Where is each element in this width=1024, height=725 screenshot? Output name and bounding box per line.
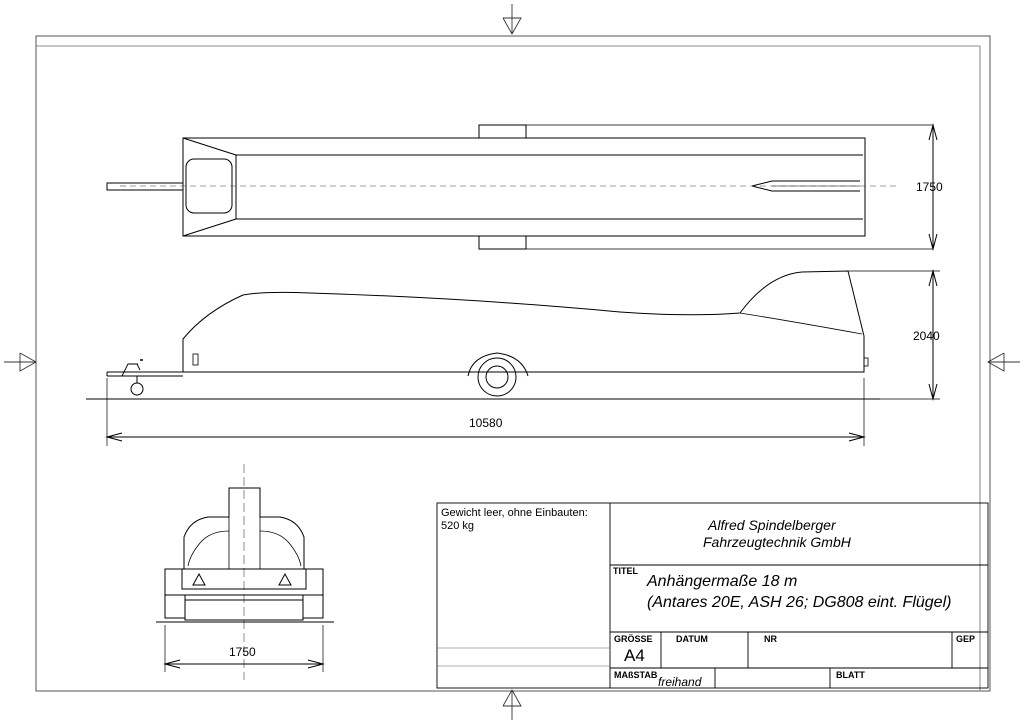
titel-label: TITEL bbox=[613, 566, 638, 576]
datum-label: DATUM bbox=[676, 634, 708, 644]
nr-label: NR bbox=[764, 634, 777, 644]
weight-note-line2: 520 kg bbox=[441, 520, 475, 532]
gep-label: GEP bbox=[956, 634, 976, 644]
trailer-top-view bbox=[107, 125, 937, 249]
massstab-label: MAßSTAB bbox=[614, 670, 658, 680]
company-name-line2: Fahrzeugtechnik GmbH bbox=[703, 534, 851, 550]
dimension-front-width: 1750 bbox=[229, 645, 256, 659]
centering-marks bbox=[4, 4, 1020, 720]
massstab-value: freihand bbox=[658, 675, 702, 689]
dimension-top-width: 1750 bbox=[916, 180, 943, 194]
groesse-value: A4 bbox=[624, 646, 645, 665]
trailer-side-view bbox=[86, 271, 940, 446]
weight-note-line1: Gewicht leer, ohne Einbauten: bbox=[441, 507, 588, 519]
dimension-side-height: 2040 bbox=[913, 329, 940, 343]
company-name-line1: Alfred Spindelberger bbox=[708, 517, 836, 533]
drawing-frame bbox=[36, 36, 990, 691]
drawing-title-line2: (Antares 20E, ASH 26; DG808 eint. Flügel) bbox=[647, 594, 952, 611]
drawing-title-line1: Anhängermaße 18 m bbox=[647, 573, 798, 590]
groesse-label: GRÖSSE bbox=[614, 634, 653, 644]
dimension-length: 10580 bbox=[469, 416, 503, 430]
blatt-label: BLATT bbox=[836, 670, 865, 680]
